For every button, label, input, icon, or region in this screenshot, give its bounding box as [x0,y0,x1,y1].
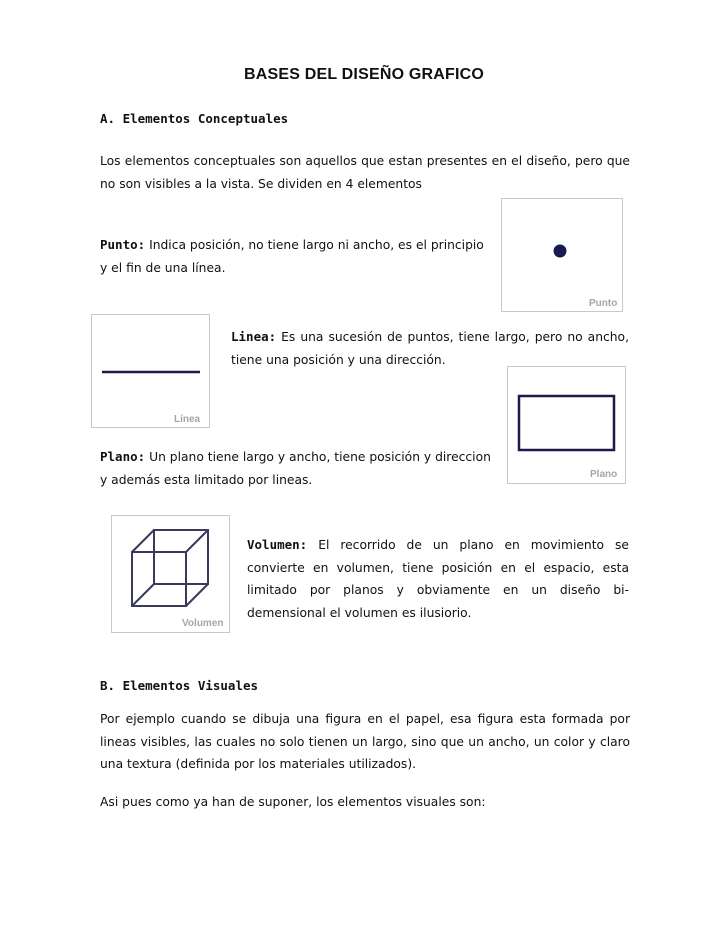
volumen-text: El recorrido de un plano en movimiento se convierte en volumen, tiene posición en el espacio, esta limitado por planos y obviamente en un diseño bi-demensional el volumen es ilusiorio. [247,538,629,620]
punto-paragraph [100,234,485,279]
section-b-paragraph-2: Asi pues como ya han de suponer, los elementos visuales son: [100,795,486,809]
linea-text: Es una sucesión de puntos, tiene largo, pero no ancho, tiene una posición y una dirección. [231,330,629,367]
volumen-term: Volumen: [247,537,308,552]
plano-text: Un plano tiene largo y ancho, tiene posición y direccion y además esta limitado por lineas. [100,450,491,487]
section-b-paragraph-1: Por ejemplo cuando se dibuja una figura en el papel, esa figura esta formada por lineas visibles, las cuales no solo tienen un largo, sino que un ancho, un color y claro una textura (definida por los materiales utilizados). [100,712,630,771]
plane-rectangle [519,396,614,450]
linea-paragraph [231,326,629,371]
plano-figure [507,366,626,484]
linea-figure-label: Línea [174,414,201,425]
page-title: BASES DEL DISEÑO GRAFICO [243,66,485,83]
punto-figure [501,198,623,312]
plano-term: Plano: [100,449,146,464]
punto-text: Indica posición, no tiene largo ni ancho, es el principio y el fin de una línea. [100,238,484,275]
plano-paragraph [100,446,500,491]
volumen-figure [111,515,230,633]
section-a-heading: A. Elementos Conceptuales [100,111,289,126]
volumen-figure-label: Volumen [182,618,224,629]
point-dot [554,245,567,258]
volumen-paragraph [247,534,629,624]
section-a-intro: Los elementos conceptuales son aquellos que estan presentes en el diseño, pero que no son visibles a la vista. Se dividen en 4 elementos [100,154,630,191]
linea-term: Linea: [231,329,277,344]
section-b-heading: B. Elementos Visuales [100,678,259,693]
punto-term: Punto: [100,237,146,252]
cube-wireframe [132,530,208,606]
plano-figure-label: Plano [590,469,618,480]
linea-figure [91,314,210,428]
punto-figure-label: Punto [589,298,618,309]
